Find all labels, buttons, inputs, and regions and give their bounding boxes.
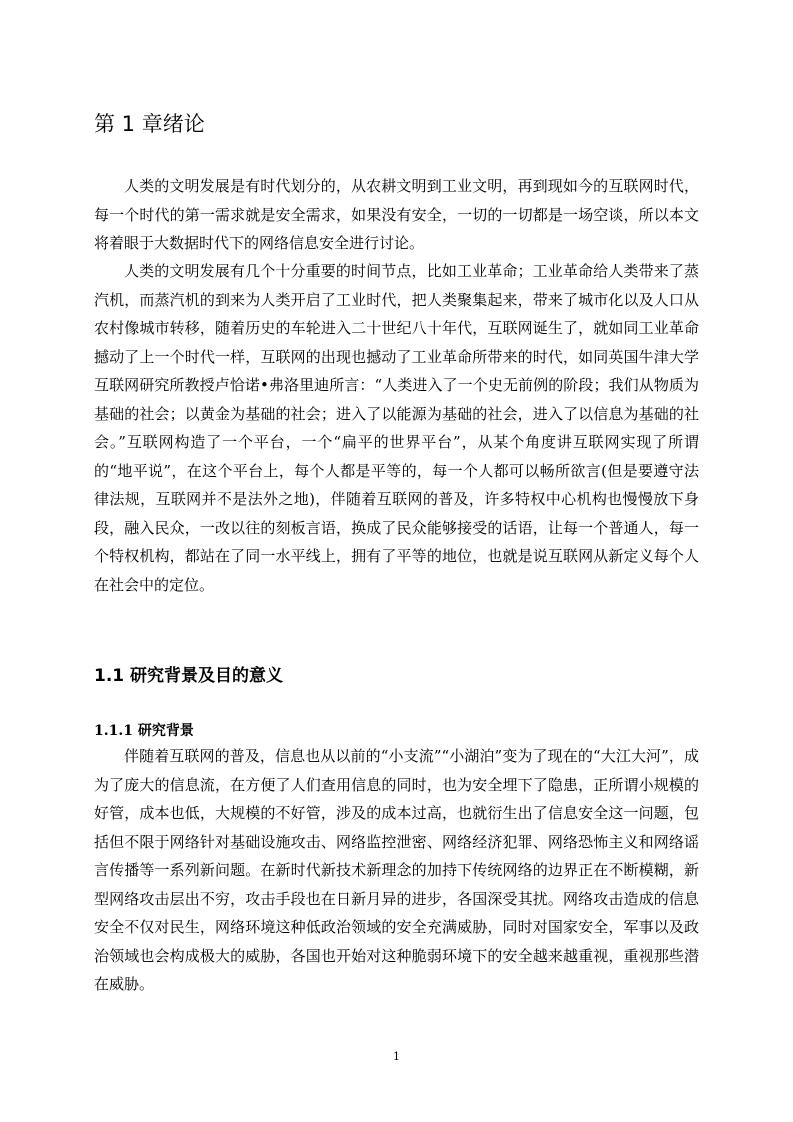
- section-title: 1.1 研究背景及目的意义: [94, 666, 284, 686]
- paragraph-history: 人类的文明发展有几个十分重要的时间节点，比如工业革命；工业革命给人类带来了蒸汽机，而蒸汽机的到来为人类开启了工业时代，把人类聚集起来，带来了城市化以及人口从农村像城市转移，随着历史的车轮进入二十世纪八十年代，互联网诞生了，就如同工业革命撼动了上一个时代一样，互联网的出现也撼动了工业革命所带来的时代，如同英国牛津大学互联网研究所教授卢恰诺•弗洛里迪所言：“人类进入了一个史无前例的阶段；我们从物质为基础的社会；以黄金为基础的社会；进入了以能源为基础的社会，进入了以信息为基础的社会。”互联网构造了一个平台，一个“扁平的世界平台”，从某个角度讲互联网实现了所谓的“地平说”，在这个平台上，每个人都是平等的，每一个人都可以畅所欲言(但是要遵守法律法规，互联网并不是法外之地)，伴随着互联网的普及，许多特权中心机构也慢慢放下身段，融入民众，一改以往的刻板言语，换成了民众能够接受的话语，让每一个普通人，每一个特权机构，都站在了同一水平线上，拥有了平等的地位，也就是说互联网从新定义每个人在社会中的定位。: [94, 262, 699, 594]
- chapter-title: 第 1 章绪论: [94, 112, 205, 136]
- page-number: 1: [393, 1050, 400, 1063]
- paragraph-intro: 人类的文明发展是有时代划分的，从农耕文明到工业文明，再到现如今的互联网时代，每一个时代的第一需求就是安全需求，如果没有安全，一切的一切都是一场空谈，所以本文将着眼于大数据时代下的网络信息安全进行讨论。: [94, 177, 699, 252]
- subsection-title: 1.1.1 研究背景: [94, 723, 194, 739]
- paragraph-background: 伴随着互联网的普及，信息也从以前的“小支流”“小湖泊”变为了现在的“大江大河”，成为了庞大的信息流，在方便了人们查用信息的同时，也为安全埋下了隐患，正所谓小规模的好管，成本也低，大规模的不好管，涉及的成本过高，也就衍生出了信息安全这一问题，包括但不限于网络针对基础设施攻击、网络监控泄密、网络经济犯罪、网络恐怖主义和网络谣言传播等一系列新问题。在新时代新技术新理念的加持下传统网络的边界正在不断模糊，新型网络攻击层出不穷，攻击手段也在日新月异的进步，各国深受其扰。网络攻击造成的信息安全不仅对民生，网络环境这种低政治领域的安全充满威胁，同时对国家安全，军事以及政治领域也会构成极大的威胁，各国也开始对这种脆弱环境下的安全越来越重视，重视那些潜在威胁。: [94, 747, 699, 993]
